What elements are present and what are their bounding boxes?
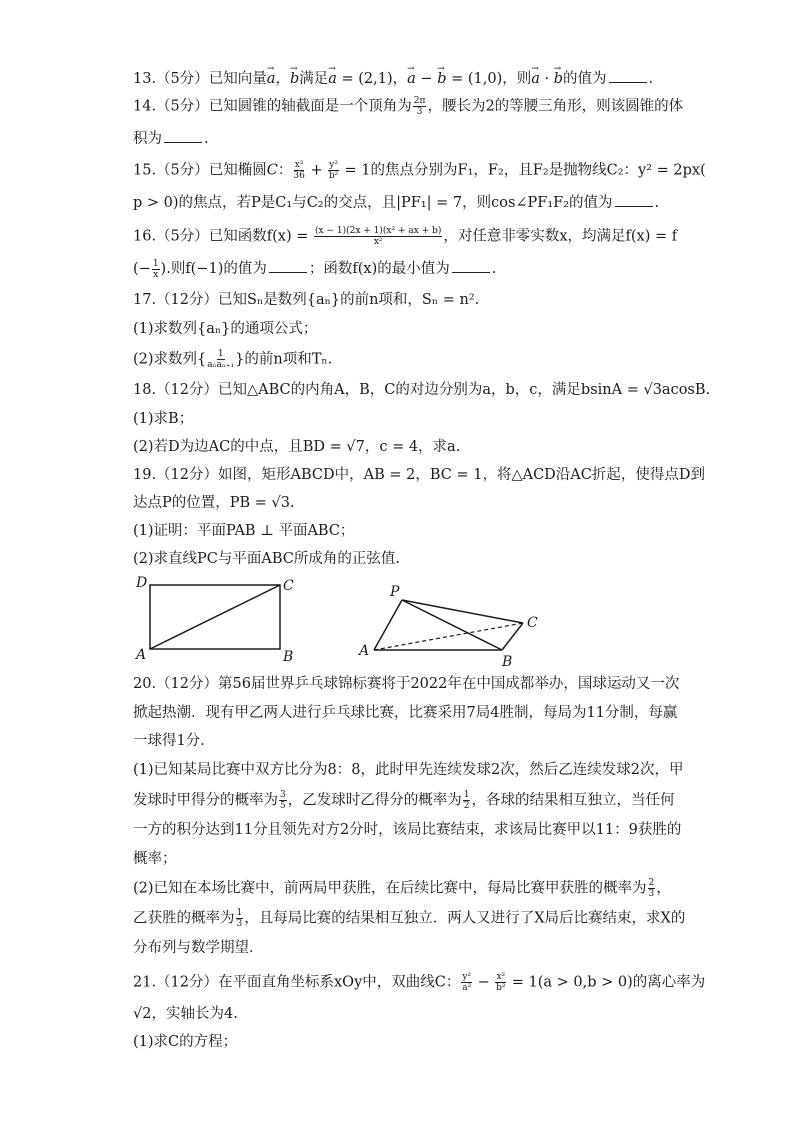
fraction: $\frac{\text{y²}}{\text{a²}}$ xyxy=(462,972,472,993)
question-20-line2: 掀起热潮．现有甲乙两人进行乒乓球比赛，比赛采用7局4胜制，每局为11分制，每赢 xyxy=(133,705,678,721)
edge-pa xyxy=(374,600,402,650)
answer-blank[interactable] xyxy=(609,68,647,83)
question-18-part1: (1)求B； xyxy=(133,411,194,427)
fraction: $\frac{1}{3}$ xyxy=(236,908,243,929)
question-21-part1: (1)求C的方程； xyxy=(133,1034,238,1050)
question-13: 13.（5分）已知向量→ a，→ b满足→ a = (2,1)，→ a − → b = (1,0)，则→ a · → b的值为 . xyxy=(133,68,653,89)
question-14: 14.（5分）已知圆锥的轴截面是一个顶角为 $\frac{2\pi}{3}$ ，腰长为2的等腰三角形，则该圆锥的体 xyxy=(133,96,684,117)
question-20-line9: 乙获胜的概率为 $\frac{1}{3}$ ，且每局比赛的结果相互独立．两人又进行了X局后比赛结束，求X的 xyxy=(133,908,686,929)
label-d: D xyxy=(136,575,148,591)
fraction: $\frac{1}{2}$ xyxy=(463,790,470,811)
answer-blank[interactable] xyxy=(452,258,490,273)
folded-figure xyxy=(356,580,556,670)
edge-ac-hidden xyxy=(374,623,523,650)
rectangle-figure xyxy=(133,570,313,665)
question-21-line2: √2，实轴长为4. xyxy=(133,1006,238,1022)
fraction: $\frac{\text{x²}}{36}$ xyxy=(293,160,305,181)
edge-pc xyxy=(402,600,523,623)
question-17: 17.（12分）已知Sₙ是数列{aₙ}的前n项和，Sₙ = n². xyxy=(133,292,480,308)
fraction: $\frac{\text{y²}}{\text{b²}}$ xyxy=(328,160,339,181)
q13-text: 13.（5分）已知向量 xyxy=(133,71,267,87)
label-b: B xyxy=(283,649,294,665)
question-15: 15.（5分）已知椭圆C： $\frac{\text{x²}}{36}$ + $\frac{\text{y²}}{\text{b²}}$ = 1的焦点分别为F₁，F₂，且F₂是抛物线C₂：y² = 2px( xyxy=(133,160,706,181)
fraction: $\frac{1}{x}$ xyxy=(152,258,159,280)
edge-bc xyxy=(502,623,523,650)
fraction: $\frac{1}{\text{aₙaₙ₊₁}}$ xyxy=(207,349,235,370)
diagonal-ac xyxy=(150,585,280,649)
question-17-part1: (1)求数列{aₙ}的通项公式； xyxy=(133,321,318,337)
question-20-part2: (2)已知在本场比赛中，前两局甲获胜，在后续比赛中，每局比赛甲获胜的概率为 $\frac{2}{3}$ ， xyxy=(133,878,671,899)
answer-blank[interactable] xyxy=(164,128,202,143)
question-18: 18.（12分）已知△ABC的内角A，B，C的对边分别为a，b，c，满足bsinA = √3acosB. xyxy=(133,382,711,398)
question-20-line6: 一方的积分达到11分且领先对方2分时，该局比赛结束，求该局比赛甲以11：9获胜的 xyxy=(133,822,682,838)
question-17-part2: (2)求数列{ $\frac{1}{\text{aₙaₙ₊₁}}$ }的前n项和Tₙ. xyxy=(133,349,333,370)
label-a: A xyxy=(359,643,370,659)
label-a: A xyxy=(136,647,147,663)
question-14-line2: 积为 . xyxy=(133,128,209,149)
question-19: 19.（12分）如图，矩形ABCD中，AB = 2，BC = 1，将△ACD沿AC折起，使得点D到 xyxy=(133,467,705,483)
question-19-line2: 达点P的位置，PB = √3. xyxy=(133,495,295,511)
fraction: $\frac{3}{5}$ xyxy=(280,790,286,811)
fraction: $\frac{\text{(x − 1)(2x + 1)(x² + ax + b)}}{\text{x²}}$ xyxy=(315,226,442,247)
question-20-line7: 概率； xyxy=(133,851,177,867)
fraction: $\frac{2}{3}$ xyxy=(648,878,655,899)
answer-blank[interactable] xyxy=(269,258,307,273)
fraction: $\frac{2\pi}{3}$ xyxy=(413,96,426,117)
label-p: P xyxy=(390,584,400,600)
question-19-part1: (1)证明：平面PAB ⊥ 平面ABC； xyxy=(133,523,355,539)
question-16-line2: (− $\frac{1}{x}$ ).则f(−1)的值为 ；函数f(x)的最小值为 . xyxy=(133,258,497,280)
label-c: C xyxy=(283,578,294,594)
question-18-part2: (2)若D为边AC的中点，且BD = √7，c = 4，求a. xyxy=(133,439,461,455)
question-20: 20.（12分）第56届世界乒乓球锦标赛将于2022年在中国成都举办，国球运动又一次 xyxy=(133,676,680,692)
question-20-part1: (1)已知某局比赛中双方比分为8：8，此时甲先连续发球2次，然后乙连续发球2次，甲 xyxy=(133,762,684,778)
fraction: $\frac{\text{x²}}{\text{b²}}$ xyxy=(496,972,506,993)
question-20-line10: 分布列与数学期望． xyxy=(133,940,264,956)
label-b: B xyxy=(502,654,513,670)
question-16: 16.（5分）已知函数f(x) = $\frac{\text{(x − 1)(2x + 1)(x² + ax + b)}}{\text{x²}}$ ，对任意非零实数x，均满足f(x) = f xyxy=(133,226,678,247)
label-c: C xyxy=(527,615,538,631)
question-20-line3: 一球得1分． xyxy=(133,733,215,749)
question-21: 21.（12分）在平面直角坐标系xOy中，双曲线C： $\frac{\text{y²}}{\text{a²}}$ − $\frac{\text{x²}}{\text{b²}}$ = 1(a > 0,b > 0)的离心率为 xyxy=(133,972,706,993)
question-15-line2: p > 0)的焦点，若P是C₁与C₂的交点，且|PF₁| = 7，则cos∠PF₁F₂的值为 . xyxy=(133,192,659,213)
question-20-line5: 发球时甲得分的概率为 $\frac{3}{5}$ ，乙发球时乙得分的概率为 $\frac{1}{2}$ ，各球的结果相互独立，当任何 xyxy=(133,790,675,811)
answer-blank[interactable] xyxy=(615,192,653,207)
question-19-part2: (2)求直线PC与平面ABC所成角的正弦值. xyxy=(133,551,400,567)
